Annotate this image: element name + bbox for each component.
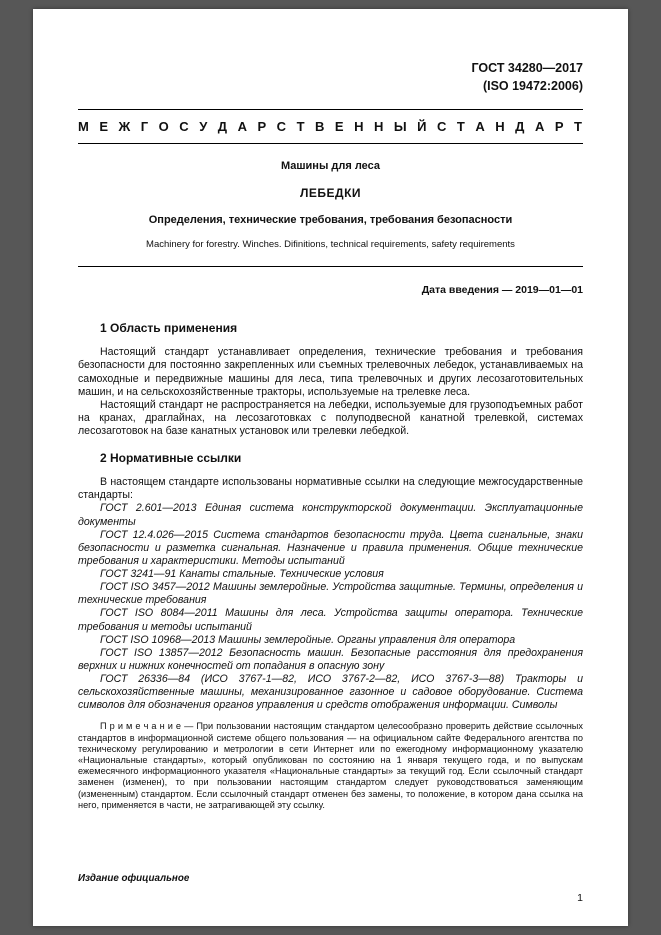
reference-item: ГОСТ ISO 10968—2013 Машины землеройные. Органы управления для оператора <box>100 633 516 646</box>
paragraph: В настоящем стандарте использованы нормативные ссылки на следующие межгосударственные стандарты: <box>78 476 583 502</box>
section-scope <box>78 308 583 438</box>
reference-item: ГОСТ 26336—84 (ИСО 3767-1—82, ИСО 3767-2—82, ИСО 3767-3—88) Тракторы и сельскохозяйственные машины, механизированное газонное и садовое оборудование. Система символов для обозначения органов управления и средств отображения информации. Символы <box>78 673 583 712</box>
divider <box>78 266 583 267</box>
reference-item: ГОСТ 2.601—2013 Единая система конструкторской документации. Эксплуатационные документы <box>78 502 583 528</box>
reference-item: ГОСТ ISO 3457—2012 Машины землеройные. Устройства защитные. Термины, определения и технические требования <box>78 581 583 607</box>
document-title-english: Machinery for forestry. Winches. Difinitions, technical requirements, safety requirements <box>146 239 515 251</box>
divider <box>78 109 583 110</box>
doc-number: ГОСТ 34280—2017 <box>471 61 583 75</box>
note: П р и м е ч а н и е — При пользовании настоящим стандартом целесообразно проверить действие ссылочных стандартов в информационной системе общего пользования — на официальном сайте Федерального агентства по техническому регулированию и метрологии в сети Интернет или по ежегодному информационному указателю «Национальные стандарты», который опубликован по состоянию на 1 января текущего года, и по выпускам ежемесячного информационного указателя «Национальные стандарты» за текущий год. Если ссылочный стандарт заменен (изменен), то при пользовании настоящим стандартом следует руководствоваться заменяющим (измененным) стандартом. Если ссылочный стандарт отменен без замены, то положение, в котором дана ссылка на него, применяется в части, не затрагивающей эту ссылку. <box>78 721 583 810</box>
reference-item: ГОСТ 3241—91 Канаты стальные. Технические условия <box>100 568 384 580</box>
document-subtitle: Определения, технические требования, требования безопасности <box>148 214 513 227</box>
document-group: Машины для леса <box>280 160 381 173</box>
iso-reference: (ISO 19472:2006) <box>482 79 583 94</box>
section-heading: 1 Область применения <box>100 321 238 336</box>
edition-label: Издание официальное <box>78 873 190 884</box>
effective-date: Дата введения — 2019—01—01 <box>421 284 583 297</box>
doc-header <box>78 59 583 95</box>
section-normative-references <box>78 438 583 811</box>
document-page <box>33 9 628 926</box>
reference-item: ГОСТ ISO 8084—2011 Машины для леса. Устройства защиты оператора. Технические требования и методы испытаний <box>78 607 583 633</box>
document-title: ЛЕБЕДКИ <box>299 186 362 201</box>
title-block <box>78 160 583 262</box>
reference-item: ГОСТ ISO 13857—2012 Безопасность машин. Безопасные расстояния для предохранения верхних и нижних конечностей от попадания в опасную зону <box>78 646 583 672</box>
divider <box>78 143 583 144</box>
page-footer <box>78 873 583 904</box>
page-number: 1 <box>577 892 583 904</box>
paragraph: Настоящий стандарт не распространяется на лебедки, используемые для грузоподъемных работ на кранах, драглайнах, на лесозаготовках с полуподвесной канатной трелевкой, системах лесозаготовок на базе канатных установок или трелевки лебедкой. <box>78 398 583 437</box>
paragraph: Настоящий стандарт устанавливает определения, технические требования и требования безопасности для постоянно закрепленных или съемных трелевочных лебедок, устанавливаемых на самоходные и передвижные машины для леса, типа трелевочных и других лесозаготовительных машин, и на сельскохозяйственные тракторы, используемые на трелевке леса. <box>78 346 583 398</box>
reference-item: ГОСТ 12.4.026—2015 Система стандартов безопасности труда. Цвета сигнальные, знаки безопасности и разметка сигнальная. Назначение и правила применения. Общие технические требования и характеристики. Методы испытаний <box>78 528 583 567</box>
standard-kind-title: М Е Ж Г О С У Д А Р С Т В Е Н Н Ы Й С Т А Н Д А Р Т <box>78 119 583 135</box>
section-heading: 2 Нормативные ссылки <box>100 451 242 466</box>
